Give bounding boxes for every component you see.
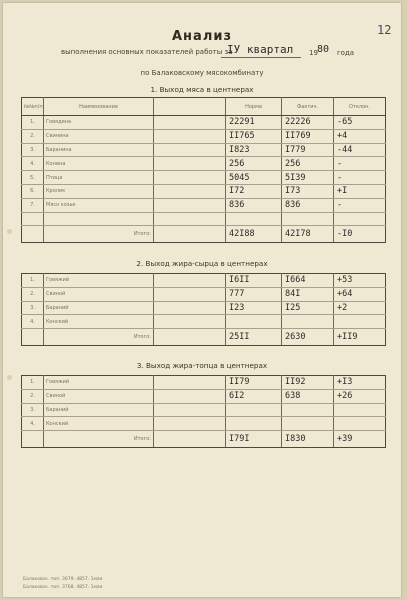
- row-num: 3.: [22, 301, 44, 315]
- row-num: 6.: [22, 184, 44, 198]
- table-row: [22, 287, 386, 301]
- row-norm: 777: [226, 287, 282, 301]
- row-name: Говяжий: [44, 274, 154, 288]
- row-num: 2.: [22, 389, 44, 403]
- document-title: Анализ: [172, 29, 232, 44]
- row-dev: -: [334, 157, 386, 171]
- table-header-row: [22, 98, 386, 116]
- row-fact: I664: [282, 274, 334, 288]
- row-blank: [154, 116, 226, 130]
- row-dev: +26: [334, 389, 386, 403]
- row-dev: +53: [334, 274, 386, 288]
- row-dev: -44: [334, 143, 386, 157]
- row-fact: [282, 403, 334, 417]
- col-name-header: Наименование: [44, 98, 154, 116]
- row-name: Конский: [44, 417, 154, 431]
- col-num-header: №№п/п: [22, 98, 44, 116]
- row-blank: [154, 389, 226, 403]
- row-name: Конский: [44, 315, 154, 329]
- period-underline: [221, 57, 301, 58]
- row-name: Свиной: [44, 287, 154, 301]
- total-fact: 42I78: [282, 226, 334, 243]
- row-dev: [334, 315, 386, 329]
- row-dev: -: [334, 171, 386, 185]
- row-blank: [154, 198, 226, 212]
- row-blank: [154, 129, 226, 143]
- total-fact: 2630: [282, 329, 334, 346]
- row-fact: I779: [282, 143, 334, 157]
- row-name: Свиной: [44, 389, 154, 403]
- total-norm: 42I88: [226, 226, 282, 243]
- row-norm: 5045: [226, 171, 282, 185]
- table-row: [22, 129, 386, 143]
- row-num: 2.: [22, 287, 44, 301]
- row-name: Свинина: [44, 129, 154, 143]
- row-norm: II79: [226, 376, 282, 390]
- table-total-row: [22, 431, 386, 448]
- section-2-heading: 2. Выход жира-сырца в центнерах: [136, 259, 268, 268]
- row-name: Конина: [44, 157, 154, 171]
- row-fact: 84I: [282, 287, 334, 301]
- total-norm: I79I: [226, 431, 282, 448]
- row-norm: [226, 417, 282, 431]
- total-label: Итого:: [44, 329, 154, 346]
- table-row: [22, 171, 386, 185]
- row-num: 4.: [22, 417, 44, 431]
- col-fact-header: Фактич.: [282, 98, 334, 116]
- row-name: Говяжий: [44, 376, 154, 390]
- row-name: Кролик: [44, 184, 154, 198]
- row-fact: 5I39: [282, 171, 334, 185]
- row-norm: I6II: [226, 274, 282, 288]
- row-name: Птица: [44, 171, 154, 185]
- row-blank: [154, 403, 226, 417]
- total-dev: +II9: [334, 329, 386, 346]
- table-row: [22, 315, 386, 329]
- row-blank: [154, 301, 226, 315]
- section-3-table: [21, 375, 386, 448]
- year-word: года: [337, 49, 355, 57]
- row-name: Баранина: [44, 143, 154, 157]
- table-row: [22, 116, 386, 130]
- table-total-row: [22, 226, 386, 243]
- row-dev: [334, 403, 386, 417]
- row-norm: 256: [226, 157, 282, 171]
- row-norm: II765: [226, 129, 282, 143]
- row-fact: 256: [282, 157, 334, 171]
- row-dev: -: [334, 198, 386, 212]
- row-num: 1.: [22, 376, 44, 390]
- row-num: 3.: [22, 403, 44, 417]
- row-num: 3.: [22, 143, 44, 157]
- section-2-table: [21, 273, 386, 346]
- section-3-heading: 3. Выход жира-топца в центнерах: [136, 361, 268, 370]
- col-norm-header: Норма: [226, 98, 282, 116]
- row-dev: [334, 417, 386, 431]
- row-num: 4.: [22, 315, 44, 329]
- header-line-1-prefix: выполнения основных показателей работы за: [61, 48, 233, 56]
- row-fact: 22226: [282, 116, 334, 130]
- row-fact: I25: [282, 301, 334, 315]
- year-suffix: 80: [317, 44, 330, 55]
- row-blank: [154, 376, 226, 390]
- row-dev: +4: [334, 129, 386, 143]
- row-name: Бараний: [44, 301, 154, 315]
- row-blank: [154, 287, 226, 301]
- table-row: [22, 389, 386, 403]
- col-blank-header: [154, 98, 226, 116]
- row-norm: 6I2: [226, 389, 282, 403]
- row-fact: II769: [282, 129, 334, 143]
- section-1-table: [21, 97, 386, 243]
- table-row: [22, 274, 386, 288]
- row-blank: [154, 171, 226, 185]
- header-period: IУ квартал: [227, 43, 294, 56]
- table-row: [22, 376, 386, 390]
- section-1-heading: 1. Выход мяса в центнерах: [150, 85, 254, 94]
- document-page: [3, 3, 401, 597]
- printer-imprint-1: Балаковск. тип. 3679. 4857. 1мая: [23, 577, 103, 582]
- table-row: [22, 417, 386, 431]
- row-blank: [154, 143, 226, 157]
- row-norm: 836: [226, 198, 282, 212]
- col-dev-header: Отклон.: [334, 98, 386, 116]
- row-norm: I823: [226, 143, 282, 157]
- row-norm: [226, 403, 282, 417]
- printer-imprint-2: Балаковск. тип. 3768. 4857. 1мая: [23, 585, 103, 590]
- header-line-2: по Балаковскому мясокомбинату: [140, 69, 264, 77]
- row-num: 7.: [22, 198, 44, 212]
- row-name: Бараний: [44, 403, 154, 417]
- total-label: Итого:: [44, 226, 154, 243]
- table-row: [22, 403, 386, 417]
- page-number: 12: [377, 23, 392, 37]
- year-prefix: 19: [309, 49, 318, 57]
- table-row: [22, 143, 386, 157]
- row-norm: [226, 315, 282, 329]
- row-blank: [154, 184, 226, 198]
- total-dev: -I0: [334, 226, 386, 243]
- table-row-spacer: [22, 212, 386, 226]
- total-norm: 25II: [226, 329, 282, 346]
- row-dev: -65: [334, 116, 386, 130]
- total-dev: +39: [334, 431, 386, 448]
- row-num: 1.: [22, 116, 44, 130]
- row-fact: II92: [282, 376, 334, 390]
- row-fact: 638: [282, 389, 334, 403]
- row-num: 2.: [22, 129, 44, 143]
- row-fact: [282, 315, 334, 329]
- row-dev: +64: [334, 287, 386, 301]
- row-blank: [154, 157, 226, 171]
- row-fact: 836: [282, 198, 334, 212]
- table-row: [22, 184, 386, 198]
- row-norm: 22291: [226, 116, 282, 130]
- row-blank: [154, 274, 226, 288]
- row-num: 5.: [22, 171, 44, 185]
- row-name: Мясо козье: [44, 198, 154, 212]
- row-dev: +I: [334, 184, 386, 198]
- row-fact: I73: [282, 184, 334, 198]
- row-blank: [154, 417, 226, 431]
- binder-hole: [7, 375, 12, 380]
- table-row: [22, 301, 386, 315]
- row-norm: I23: [226, 301, 282, 315]
- row-dev: +I3: [334, 376, 386, 390]
- row-norm: I72: [226, 184, 282, 198]
- total-fact: I830: [282, 431, 334, 448]
- row-fact: [282, 417, 334, 431]
- row-name: Говядина: [44, 116, 154, 130]
- row-num: 1.: [22, 274, 44, 288]
- row-dev: +2: [334, 301, 386, 315]
- header-line-1: [61, 48, 233, 56]
- total-label: Итого:: [44, 431, 154, 448]
- binder-hole: [7, 229, 12, 234]
- table-total-row: [22, 329, 386, 346]
- row-num: 4.: [22, 157, 44, 171]
- table-row: [22, 157, 386, 171]
- table-row: [22, 198, 386, 212]
- row-blank: [154, 315, 226, 329]
